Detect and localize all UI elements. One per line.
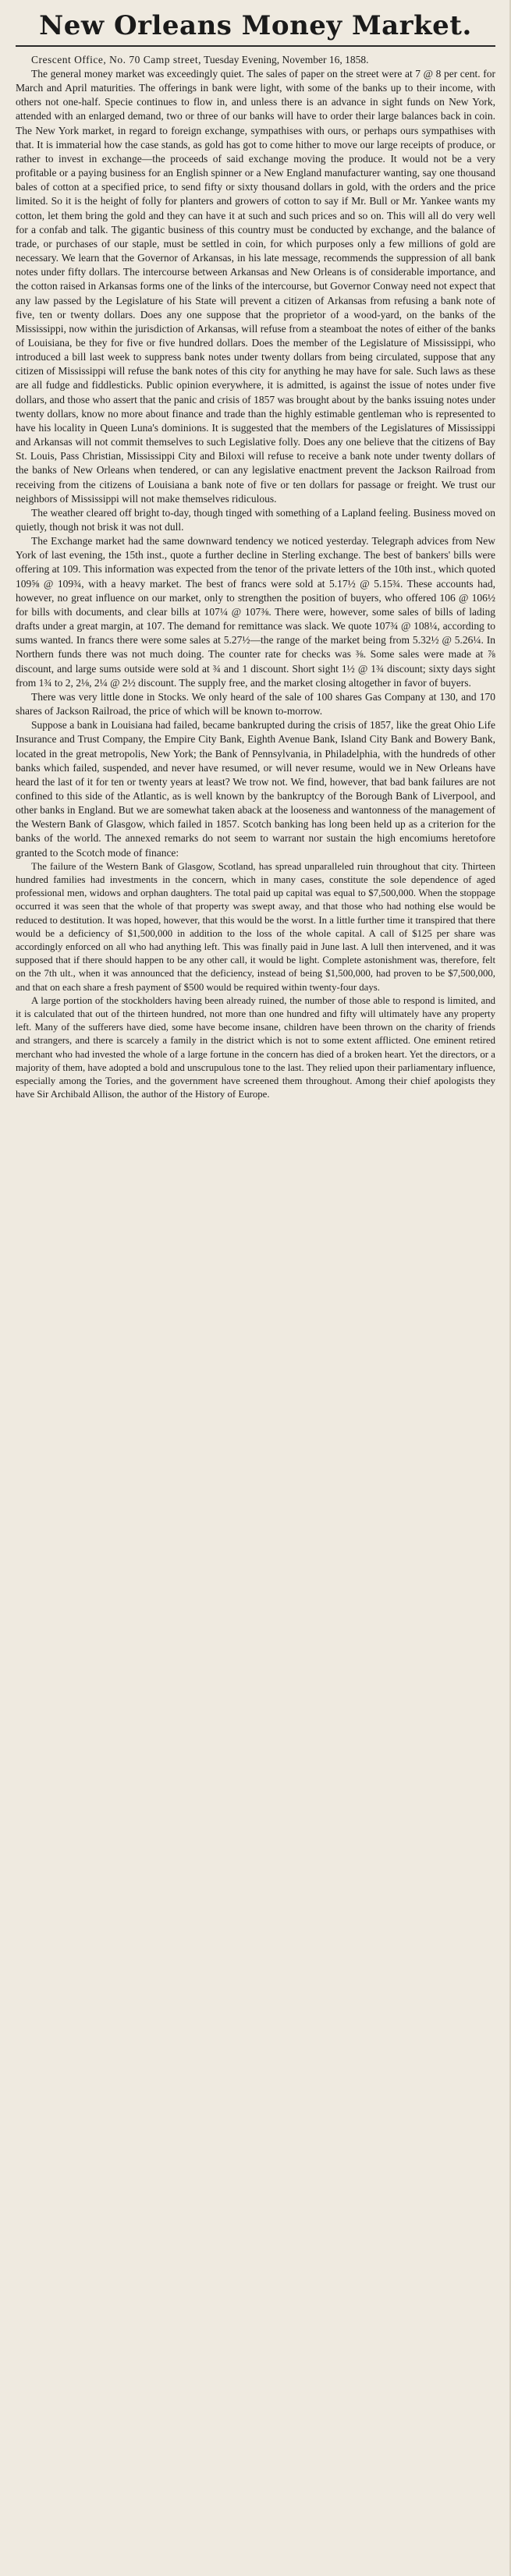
paragraph-bank-failures: Suppose a bank in Louisiana had failed, became bankrupted during the crisis of 1857, like the great Ohio Life Insurance and Trust Company, the Empire City Bank, Eighth Avenue Bank, Island City Bank and Bowery Bank, located in the great metropolis, New York; the Bank of Pennsylvania, in Philadelphia, with the hundreds of other banks which failed, suspended, and never have resumed, or will never resume, would we in New Orleans have heard the last of it for ten or twenty years at least? We trow not. We find, however, that bad bank failures are not confined to this side of the Atlantic, as is well known by the bankruptcy of the Borough Bank of Liverpool, and other banks in England. But we are somewhat taken aback at the looseness and wantonness of the management of the Western Bank of Glasgow, which failed in 1857. Scotch banking has long been held up as a criterion for the banks of the world. The annexed remarks do not seem to warrant nor sustain the high encomiums heretofore granted to the Scotch mode of finance: [16, 719, 495, 859]
dateline-office: Crescent Office, No. 70 Camp street, [31, 54, 201, 66]
title-rule [16, 45, 495, 47]
article-body [16, 67, 495, 1101]
dateline [16, 53, 495, 67]
dateline-date: Tuesday Evening, November 16, 1858. [204, 54, 369, 66]
paragraph-weather: The weather cleared off bright to-day, though tinged with something of a Lapland feeling. Business moved on quietly, though not brisk it was not dull. [16, 506, 495, 533]
paragraph-stocks: There was very little done in Stocks. We only heard of the sale of 100 shares Gas Company at 130, and 170 shares of Jackson Railroad, the price of which will be known to-morrow. [16, 690, 495, 718]
quoted-paragraph-western-bank: The failure of the Western Bank of Glasgow, Scotland, has spread unparalleled ruin throughout that city. Thirteen hundred families had investments in the concern, which in many cases, constitute the sole dependence of aged professional men, widows and orphan daughters. The total paid up capital was equal to $7,500,000. When the stoppage occurred it was seen that the whole of that property was swept away, and that those who had nothing else would be reduced to destitution. It was hoped, however, that this would be the worst. In a little further time it transpired that there would be a deficiency of $1,500,000 in addition to the loss of the whole capital. A call of $125 per share was accordingly enforced on all who had anything left. This was finally paid in June last. A lull then intervened, and it was supposed that if there should happen to be any other call, it would be light. Complete astonishment was, therefore, felt on the 7th ult., when it was announced that the deficiency, instead of being $1,500,000, had proven to be $7,500,000, and that on each share a fresh payment of $500 would be required within twenty-four days. [16, 860, 495, 993]
paragraph-exchange: The Exchange market had the same downward tendency we noticed yesterday. Telegraph advices from New York of last evening, the 15th inst., quote a further decline in Sterling exchange. The best of bankers' bills were offering at 109. This information was expected from the tenor of the private letters of the 10th inst., which quoted 109⅝ @ 109¾, with a heavy market. The best of francs were sold at 5.17½ @ 5.15¾. These accounts had, however, no great influence on our market, only to strengthen the position of buyers, who offered 106 @ 106½ for bills with documents, and clear bills at 107¼ @ 107⅜. There were, however, some sales of bills of lading drafts under a great margin, at 107. The demand for remittance was slack. We quote 107¾ @ 108¼, according to sums wanted. In francs there were some sales at 5.27½—the range of the market being from 5.32½ @ 5.26¼. In Northern funds there was not much doing. The counter rate for checks was ⅜. Some sales were made at ⅞ discount, and large sums outside were sold at ¾ and 1 discount. Short sight 1½ @ 1¾ discount; sixty days sight from 1¾ to 2, 2⅛, 2¼ @ 2½ discount. The supply free, and the market closing altogether in favor of buyers. [16, 535, 495, 689]
paragraph-money-market: The general money market was exceedingly quiet. The sales of paper on the street were at 7 @ 8 per cent. for March and April maturities. The offerings in bank were light, with some of the banks up to their income, with others not one-half. Specie continues to flow in, and unless there is an advance in sight funds on New York, attended with an enlarged demand, two or three of our banks will have to order their large balances back in coin. The New York market, in regard to foreign exchange, sympathises with ours, or perhaps ours sympathises with that. It is immaterial how the case stands, as gold has got to come hither to move our large receipts of produce, or rather to invest in exchange—the proceeds of said exchange moving the produce. It would not be a very profitable or a paying business for an English spinner or a New England manufacturer wanting, say one thousand bales of cotton at a specified price, to send fifty or sixty thousand dollars in gold, with the orders and the price limited. So it is the height of folly for planters and growers of cotton to say if Mr. Bull or Mr. Yankee wants my cotton, let them bring the gold and they can have it at such and such prices and so on. This will all do very well for a confab and talk. The gigantic business of this country must be conducted by exchange, and the balance of trade, or purchases of our staple, must be settled in coin, for which purposes only a few millions of gold are necessary. We learn that the Governor of Arkansas, in his late message, recommends the suppression of all bank notes under fifty dollars. The intercourse between Arkansas and New Orleans is of considerable importance, and the cotton raised in Arkansas forms one of the links of the intercourse, but Governor Conway need not expect that any law passed by the Legislature of his State will prevent a citizen of Arkansas from refusing a bank note of five, ten or twenty dollars. Does any one suppose that the proprietor of a wood-yard, on the banks of the Mississippi, now within the jurisdiction of Arkansas, will refuse from a steamboat the notes of either of the banks of Louisiana, be they for five or five hundred dollars. Does the member of the Legislature of Mississippi, who introduced a bill last week to suppress bank notes under twenty dollars from being circulated, suppose that any citizen of Mississippi will refuse the bank notes of this city for anything he may have for sale. Such laws as these are all fudge and fiddlesticks. Public opinion everywhere, it is admitted, is against the issue of notes under five dollars, and those who assert that the panic and crisis of 1857 was brought about by the banks issuing notes under twenty dollars, know no more about finance and trade than the highly estimable gentleman who is represented to have his locality in Queen Luna's dominions. It is suggested that the members of the Legislatures of Mississippi and Arkansas will not commit themselves to such Legislative folly. Does any one believe that the citizens of Bay St. Louis, Pass Christian, Mississippi City and Biloxi will refuse to receive a bank note under twenty dollars of the banks of New Orleans when tendered, or can any legislative enactment prevent the Jackson Railroad from receiving from the citizens of Louisiana a bank note of five or ten dollars for passage or freight. We trust our neighbors of Mississippi will not make themselves ridiculous. [16, 68, 495, 505]
quoted-paragraph-stockholders: A large portion of the stockholders having been already ruined, the number of those able to respond is limited, and it is calculated that out of the thirteen hundred, not more than one hundred and fifty will ultimately have any property left. Many of the sufferers have died, some have become insane, children have been thrown on the charity of friends and strangers, and there is scarcely a family in the district which is not to some extent afflicted. One eminent retired merchant who had invested the whole of a large fortune in the concern has died of a broken heart. Yet the directors, or a majority of them, have adopted a bold and unscrupulous tone to the last. They relied upon their parliamentary influence, especially among the Tories, and the government have screened them throughout. Among their chief apologists they have Sir Archibald Allison, the author of the History of Europe. [16, 994, 495, 1100]
page-title: New Orleans Money Market. [39, 10, 472, 41]
